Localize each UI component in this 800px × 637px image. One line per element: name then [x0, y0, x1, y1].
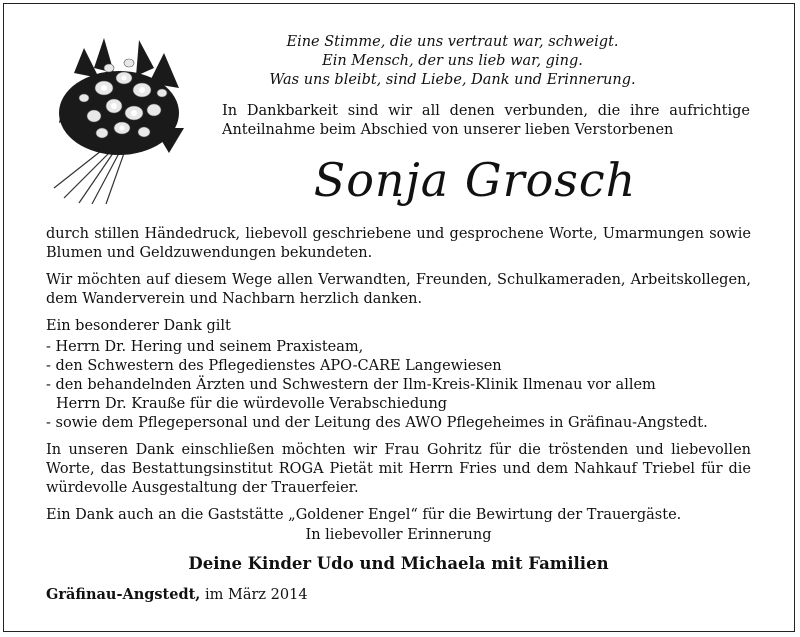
poem-line: Was uns bleibt, sind Liebe, Dank und Erinnerung. [269, 72, 636, 88]
list-item: - den behandelnden Ärzten und Schwestern der Ilm-Kreis-Klinik Ilmenau vor allem [46, 377, 656, 393]
list-item: Herrn Dr. Krauße für die würdevolle Verabschiedung [56, 396, 448, 412]
paragraph: durch stillen Händedruck, liebevoll geschriebene und gesprochene Worte, Umarmungen sowie Blumen und Geldzuwendungen bekundeten. [46, 226, 751, 261]
closing-phrase: In liebevoller Erinnerung [305, 527, 492, 543]
location: Gräfinau-Angstedt, [46, 586, 201, 603]
paragraph: Ein Dank auch an die Gaststätte „Goldener Engel“ für die Bewirtung der Trauergäste. [46, 507, 682, 523]
signatories: Deine Kinder Udo und Michaela mit Familien [188, 554, 609, 573]
list-item: - Herrn Dr. Hering und seinem Praxisteam, [46, 339, 364, 355]
list-item: - den Schwestern des Pflegedienstes APO-CARE Langewiesen [46, 358, 502, 374]
closing [46, 526, 751, 575]
thanks-list [46, 338, 751, 433]
intro-text [222, 102, 750, 140]
intro-line: Anteilnahme beim Abschied von unserer lieben Verstorbenen [222, 122, 674, 138]
flower-bouquet-icon [44, 28, 204, 206]
intro-line: In Dankbarkeit sind wir all denen verbunden, die ihre aufrichtige [222, 103, 750, 119]
deceased-name: Sonja Grosch [313, 153, 637, 207]
list-item: - sowie dem Pflegepersonal und der Leitung des AWO Pflegeheimes in Gräfinau-Angstedt. [46, 415, 708, 431]
paragraph: Wir möchten auf diesem Wege allen Verwandten, Freunden, Schulkameraden, Arbeitskollegen, dem Wanderverein und Nachbarn herzlich danken. [46, 272, 751, 307]
notice-body [46, 225, 751, 533]
poem-line: Ein Mensch, der uns lieb war, ging. [322, 53, 583, 69]
poem [205, 33, 700, 90]
place-and-date [46, 585, 308, 605]
date: im März 2014 [204, 587, 308, 603]
paragraph: In unseren Dank einschließen möchten wir Frau Gohritz für die tröstenden und liebevollen Worte, das Bestattungsinstitut ROGA Pietät mit Herrn Fries und dem Nahkauf Triebel für die würdevolle Ausgestaltung der Trauerfeier. [46, 442, 751, 496]
poem-line: Eine Stimme, die uns vertraut war, schweigt. [286, 34, 619, 50]
paragraph: Ein besonderer Dank gilt [46, 318, 231, 334]
